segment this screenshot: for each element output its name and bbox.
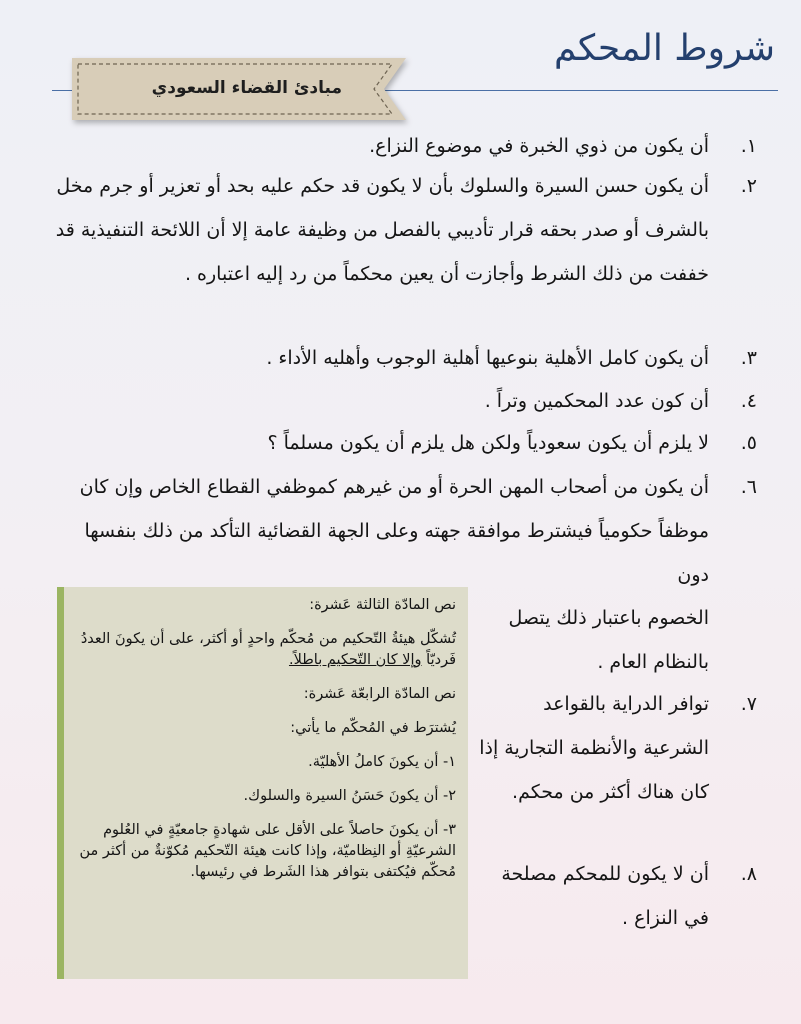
list-item <box>477 682 757 814</box>
item-text: أن يكون حسن السيرة والسلوك بأن لا يكون قد حكم عليه بحد أو تعزير أو جرم مخل بالشرف أو صدر بحقه قرار تأديبي بالفصل من وظيفة عامة إلا أن اللائحة التنفيذية قد خففت من ذلك الشرط وأجازت أن يعين محكماً من رد إليه اعتباره . <box>55 175 709 285</box>
list-item <box>48 379 757 423</box>
item-number: ٨. <box>740 863 757 885</box>
item-text: أن لا يكون للمحكم مصلحة في النزاع . <box>501 863 709 929</box>
page-title: شروط المحكم <box>553 28 775 69</box>
article14-heading: نص المادّة الرابعّة عَشرة: <box>303 686 456 702</box>
item-text: أن يكون من ذوي الخبرة في موضوع النزاع. <box>369 135 709 157</box>
banner-label: مبادئ القضاء السعودي <box>151 78 342 98</box>
list-item <box>48 336 757 380</box>
banner-ribbon <box>66 56 410 122</box>
item-number: ٢. <box>740 175 757 197</box>
article13-underlined: وإلا كان التّحكيم باطلاً. <box>288 652 422 668</box>
article13-heading: نص المادّة الثالثة عَشرة: <box>309 597 456 613</box>
list-item-continuation <box>477 596 757 684</box>
article13-body: تُشكّل هيئةُ التّحكيم من مُحكّم واحدٍ أو أكثر، على أن يكونَ العددُ فَرديّاً <box>80 631 456 668</box>
item-text: أن يكون من أصحاب المهن الحرة أو من غيرهم كموظفي القطاع الخاص وإن كان موظفاً حكومياً فيشترط موافقة جهته وعلى الجهة القضائية التأكد من ذلك بنفسها دون <box>79 476 709 586</box>
article14-clause: ٢- أن يكونَ حَسَنُ السيرة والسلوك. <box>243 788 456 804</box>
item-text: أن كون عدد المحكمين وتراً . <box>484 390 709 412</box>
article14-intro: يُشترَط في المُحكّم ما يأتي: <box>290 720 456 736</box>
legal-articles-box <box>57 587 468 979</box>
item-number: ٤. <box>740 390 757 412</box>
list-item <box>48 421 757 465</box>
article13-text <box>76 629 456 671</box>
item-text: الخصوم باعتبار ذلك يتصل بالنظام العام . <box>508 607 709 673</box>
item-text: توافر الدراية بالقواعد الشرعية والأنظمة التجارية إذا كان هناك أكثر من محكم. <box>479 693 709 803</box>
list-item <box>477 852 757 940</box>
list-item <box>48 124 757 168</box>
item-number: ٦. <box>740 476 757 498</box>
item-number: ٣. <box>740 347 757 369</box>
item-number: ٧. <box>740 693 757 715</box>
item-number: ١. <box>740 135 757 157</box>
item-text: لا يلزم أن يكون سعودياً ولكن هل يلزم أن يكون مسلماً ؟ <box>267 432 709 454</box>
item-text: أن يكون كامل الأهلية بنوعيها أهلية الوجوب وأهليه الأداء . <box>266 347 709 369</box>
article14-clause: ٣- أن يكونَ حاصلاً على الأقل على شهادةٍ جامعيّةٍ في العُلوم الشرعيّةِ أو النِظاميّة، وإذا كانت هيئة التّحكيم مُكوّنةٌ من أكثر من مُحكّم فيُكتفى بتوافر هذا الشَرط في رئيسها. <box>79 822 456 880</box>
list-item <box>48 164 757 296</box>
item-number: ٥. <box>740 432 757 454</box>
article14-clause: ١- أن يكونَ كاملُ الأهليّة. <box>308 754 456 770</box>
list-item <box>48 465 757 597</box>
